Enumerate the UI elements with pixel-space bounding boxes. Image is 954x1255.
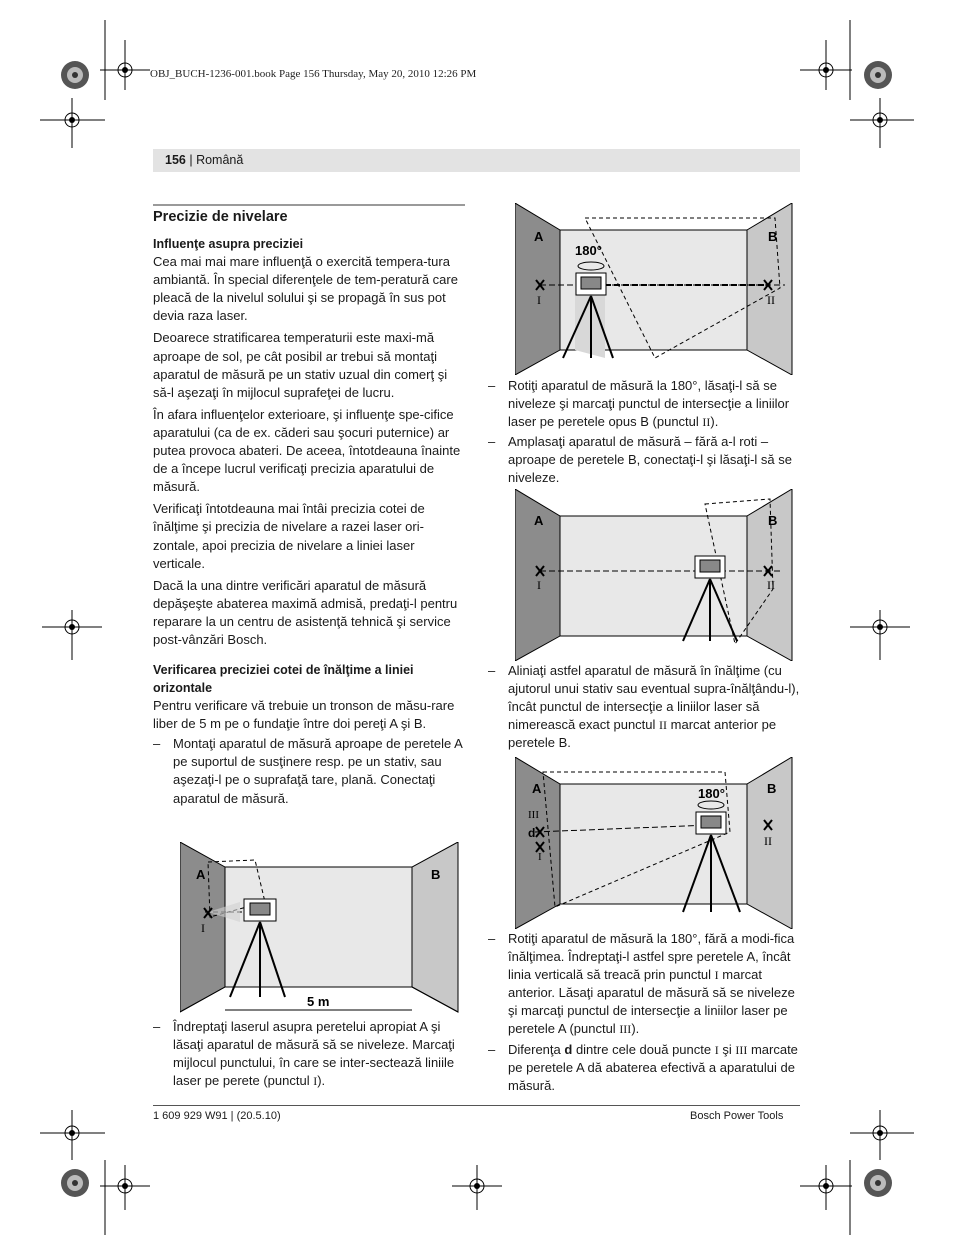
step-rotate2-text: Rotiţi aparatul de măsură la 180°, fără a modi-fica înălţimea. Îndreptaţi-l astfel spre peretele A, încât linia verticală să treacă prin punctul: [508, 931, 795, 983]
fig2-wall-a-label: A: [534, 229, 544, 244]
fig1-point-label: I: [201, 921, 205, 935]
dash: –: [153, 1019, 161, 1034]
fig3-point-a-label: I: [537, 578, 541, 592]
footer-rule: [153, 1105, 800, 1106]
step-point-text: Îndreptaţi laserul asupra peretelui apropiat A şi lăsaţi aparatul de măsură să se niveleze. Marcaţi mijlocul punctului, în care se inter-sectează liniile laser pe perete (punctul: [173, 1019, 455, 1089]
fig1-distance-label: 5 m: [307, 994, 330, 1009]
step-rotate-end: ).: [710, 414, 719, 430]
page-label: [165, 153, 243, 167]
fig1-wall-b-label: B: [431, 867, 441, 882]
right-column-top: [488, 377, 804, 490]
step-rotate2-text2: marcat anterior. Lăsaţi aparatul de măsură să se niveleze şi marcaţi punctul de intersecţie a liniilor laser pe peretele A (punctul: [508, 967, 795, 1037]
page-separator: |: [189, 153, 193, 167]
step-mount: [153, 735, 467, 807]
step-point-end: ).: [317, 1073, 326, 1089]
numeral-iii: III: [735, 1042, 748, 1057]
step-mount-text: Montaţi aparatul de măsură aproape de peretele A pe suportul de susţinere resp. pe un stativ, sau aşezaţi-l pe o suprafaţă tare, plană. Conectaţi aparatul de măsură.: [173, 736, 463, 806]
dash: –: [488, 434, 496, 450]
fig4-point-iii-label: III: [528, 809, 539, 821]
dash: –: [488, 663, 496, 678]
left-column-bottom: [153, 1018, 467, 1092]
fig4-point-i-label: I: [538, 851, 542, 863]
right-column-middle: [488, 662, 804, 754]
subsection-influence: Influenţe asupra preciziei: [153, 237, 304, 252]
section-rule: [153, 204, 465, 206]
step-point: [153, 1018, 467, 1090]
fig4-diff-label: d: [528, 826, 536, 840]
section-title: Precizie de nivelare: [153, 209, 288, 225]
numeral-iii: III: [619, 1022, 632, 1037]
step-diff-d: d: [564, 1041, 573, 1057]
figure-3-wall-b-setup: [515, 489, 795, 661]
step-align-end: marcat anterior pe peretele B.: [508, 717, 777, 751]
book-header: OBJ_BUCH-1236-001.book Page 156 Thursday, May 20, 2010 12:26 PM: [150, 68, 477, 80]
numeral-ii: II: [659, 718, 668, 733]
step-place: [488, 433, 804, 487]
left-column: [153, 208, 467, 810]
paragraph-1: Cea mai mai mare influenţă o exercită tempera-tura ambiantă. În special diferenţele de tem-peratură care pleacă de la nivelul solului şi se propagă în sus pot devia raza laser.: [153, 254, 458, 324]
step-align: [488, 662, 804, 752]
fig2-wall-b-label: B: [768, 229, 778, 244]
fig4-angle-label: 180°: [698, 786, 725, 801]
fig2-point-b-label: II: [767, 293, 775, 307]
fig3-wall-a-label: A: [534, 513, 544, 528]
step-diff-c: şi: [718, 1041, 736, 1057]
step-rotate2-end: ).: [631, 1021, 640, 1037]
fig2-angle-label: 180°: [575, 243, 602, 258]
right-column-bottom: [488, 930, 804, 1097]
step-diff-e: marcate pe peretele A dă abaterea efectivă a aparatului de măsură.: [508, 1041, 798, 1093]
fig3-point-b-label: II: [767, 578, 775, 592]
paragraph-5: Dacă la una dintre verificări aparatul de măsură depăşeşte abaterea maximă admisă, predaţi-l pentru reparare la un centru de asistenţă tehnică şi service post-vânzări Bosch.: [153, 577, 458, 647]
fig1-wall-a-label: A: [196, 867, 206, 882]
step-rotate: [488, 377, 804, 431]
step-diff-b: dintre cele două puncte: [572, 1041, 715, 1057]
numeral-i: I: [714, 1042, 719, 1057]
numeral-i: I: [313, 1074, 318, 1089]
fig4-wall-a-label: A: [532, 781, 542, 796]
fig4-wall-b-label: B: [767, 781, 777, 796]
page-number: 156: [165, 153, 186, 167]
fig4-point-b-label: II: [764, 834, 772, 848]
fig3-wall-b-label: B: [768, 513, 778, 528]
fig2-point-a-label: I: [537, 293, 541, 307]
numeral-ii: II: [702, 415, 711, 430]
subsection-check: Verificarea preciziei cotei de înălţime a liniei orizontale: [153, 663, 414, 696]
step-rotate-text: Rotiţi aparatul de măsură la 180°, lăsaţi-l să se niveleze şi marcaţi punctul de intersecţie a liniilor laser pe peretele opus B (punctul: [508, 378, 790, 430]
dash: –: [488, 1041, 496, 1057]
dash: –: [153, 736, 161, 752]
check-intro: Pentru verificare vă trebuie un tronson de măsu-rare liber de 5 m pe o fundaţie între doi pereţi A şi B.: [153, 698, 455, 732]
dash: –: [488, 931, 496, 946]
page-language: Română: [196, 153, 244, 167]
step-align-text: Aliniaţi astfel aparatul de măsură în înălţime (cu ajutorul unui stativ sau eventual supra-înălţându-l), încât punctul de intersecţie a liniilor laser să nimerească exact punctul: [508, 663, 800, 733]
footer-brand: Bosch Power Tools: [690, 1110, 784, 1122]
page-header-band: [153, 149, 800, 172]
footer-part-number: 1 609 929 W91 | (20.5.10): [153, 1110, 281, 1122]
figure-2-rotate-180: [515, 203, 795, 375]
paragraph-4: Verificaţi întotdeauna mai întâi precizia cotei de înălţime şi precizia de nivelare a razei laser ori-zontale, apoi precizia de nivelare a liniei laser verticale.: [153, 501, 425, 571]
step-diff: [488, 1041, 804, 1095]
step-place-text: Amplasaţi aparatul de măsură – fără a-l roti – aproape de peretele B, conectaţi-l şi lăsaţi-l să se niveleze.: [508, 434, 792, 486]
dash: –: [488, 378, 496, 393]
figure-1-wall-a-setup: [180, 842, 460, 1014]
numeral-i: I: [714, 968, 719, 983]
paragraph-3: În afara influenţelor exterioare, şi influenţe spe-cifice aparatului (ca de ex. căderi sau şocuri puternice) ar putea provoca abateri. De aceea, întotdeauna înainte de a începe lucrul verificaţi precizia aparatului de măsură.: [153, 406, 461, 495]
paragraph-2: Deoarece stratificarea temperaturii este maxi-mă aproape de sol, pe cât posibil ar trebui să montaţi aparatul de măsură pe un stativ uzual din comerţ şi să-l aşezaţi în mijlocul suprafeţei de lucru.: [153, 330, 448, 400]
step-rotate2: [488, 930, 804, 1039]
figure-4-deviation: [515, 757, 795, 929]
step-diff-a: Diferenţa: [508, 1041, 565, 1057]
